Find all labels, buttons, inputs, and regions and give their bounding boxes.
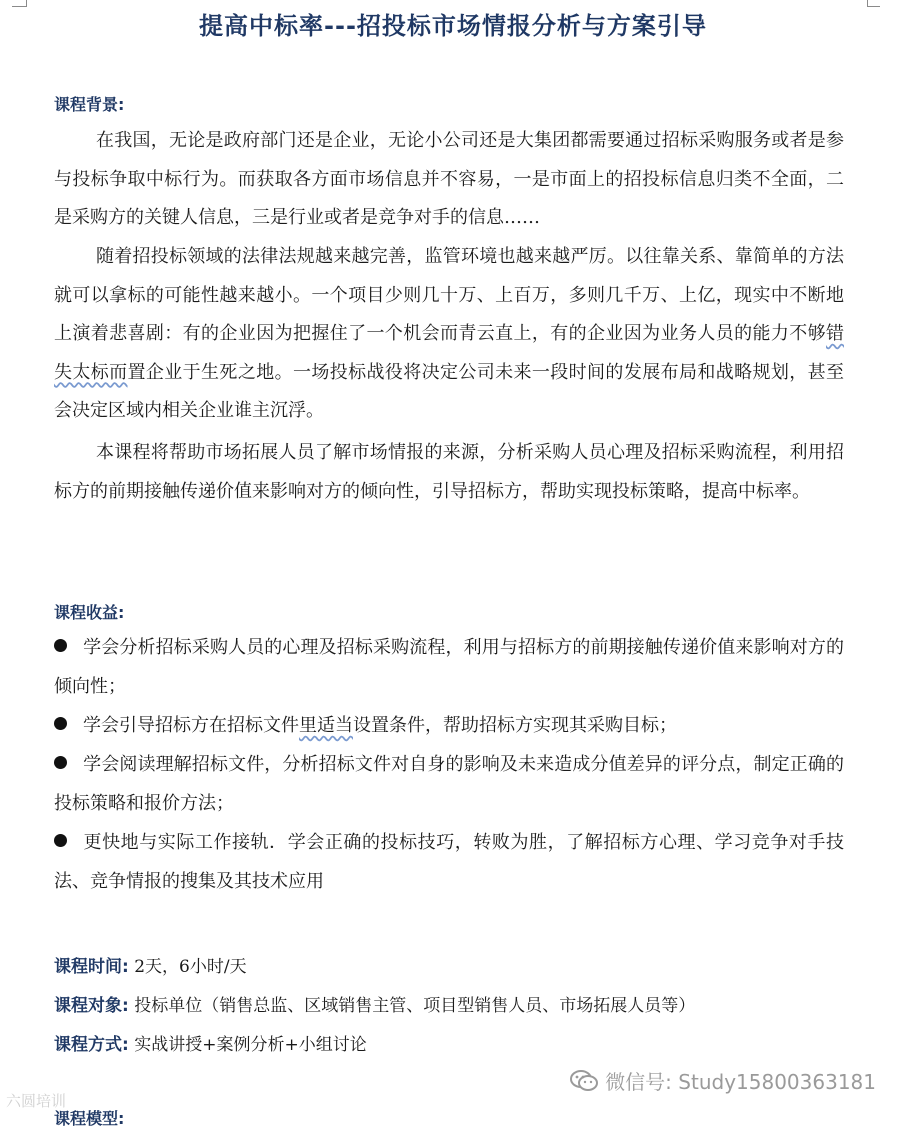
benefit-item-4 (54, 824, 844, 901)
benefit-item-text: 学会引导招标方在招标文件 (83, 715, 299, 736)
benefit-item-1 (54, 629, 844, 706)
course-time (54, 952, 247, 977)
bullet-dot-icon (54, 834, 67, 847)
course-time-value: 2天，6小时/天 (134, 957, 247, 977)
course-method (54, 1030, 367, 1055)
paragraph-2-text-a: 随着招投标领域的法律法规越来越完善，监管环境也越来越严厉。以往靠关系、靠简单的方法就可以拿标的可能性越来越小。一个项目少则几十万、上百万，多则几千万、上亿，现实中不断地上演着悲喜剧：有的企业因为把握住了一个机会而青云直上，有的企业因为业务人员的能力不够 (54, 246, 844, 344)
wechat-icon (569, 1069, 599, 1093)
course-audience (54, 991, 695, 1016)
spellcheck-underlined-text: 里适当 (299, 715, 353, 736)
benefit-item-text: 设置条件，帮助招标方实现其采购目标； (353, 715, 677, 736)
benefit-item-3 (54, 746, 844, 823)
document-title: 提高中标率---招投标市场情报分析与方案引导 (199, 12, 707, 40)
wechat-watermark-text: 微信号: Study15800363181 (605, 1070, 876, 1094)
wechat-watermark (569, 1066, 876, 1095)
background-paragraph-3: 本课程将帮助市场拓展人员了解市场情报的来源，分析采购人员心理及招标采购流程，利用招标方的前期接触传递价值来影响对方的倾向性，引导招标方，帮助实现投标策略，提高中标率。 (54, 442, 844, 502)
benefit-item-text: 更快地与实际工作接轨．学会正确的投标技巧，转败为胜，了解招标方心理、学习竞争对手技法、竞争情报的搜集及其技术应用 (54, 832, 844, 892)
benefit-item-2 (54, 707, 844, 746)
logo-watermark: 六圆培训 (6, 1092, 67, 1110)
background-paragraph-2 (54, 238, 844, 431)
benefit-item-text: 学会阅读理解招标文件，分析招标文件对自身的影响及未来造成分值差异的评分点，制定正确的投标策略和报价方法； (54, 754, 844, 814)
background-heading: 课程背景: (54, 95, 125, 114)
bullet-dot-icon (54, 756, 67, 769)
course-method-label: 课程方式: (54, 1035, 129, 1055)
course-method-value: 实战讲授+案例分析+小组讨论 (134, 1035, 367, 1055)
spellcheck-underlined-text: 错失太标而 (54, 323, 844, 383)
bullet-dot-icon (54, 717, 67, 730)
bullet-dot-icon (54, 639, 67, 652)
model-heading: 课程模型: (54, 1109, 125, 1128)
course-audience-label: 课程对象: (54, 996, 129, 1016)
background-paragraph-1: 在我国，无论是政府部门还是企业，无论小公司还是大集团都需要通过招标采购服务或者是参与投标争取中标行为。而获取各方面市场信息并不容易，一是市面上的招投标信息归类不全面，二是采购方的关键人信息，三是行业或者是竞争对手的信息…… (54, 130, 844, 228)
course-audience-value: 投标单位（销售总监、区域销售主管、项目型销售人员、市场拓展人员等） (134, 996, 696, 1016)
course-time-label: 课程时间: (54, 957, 129, 977)
benefits-heading: 课程收益: (54, 603, 125, 622)
paragraph-2-text-b: 置企业于生死之地。一场投标战役将决定公司未来一段时间的发展布局和战略规划，甚至会决定区域内相关企业谁主沉浮。 (54, 361, 845, 421)
benefit-item-text: 学会分析招标采购人员的心理及招标采购流程，利用与招标方的前期接触传递价值来影响对方的倾向性； (54, 637, 844, 697)
